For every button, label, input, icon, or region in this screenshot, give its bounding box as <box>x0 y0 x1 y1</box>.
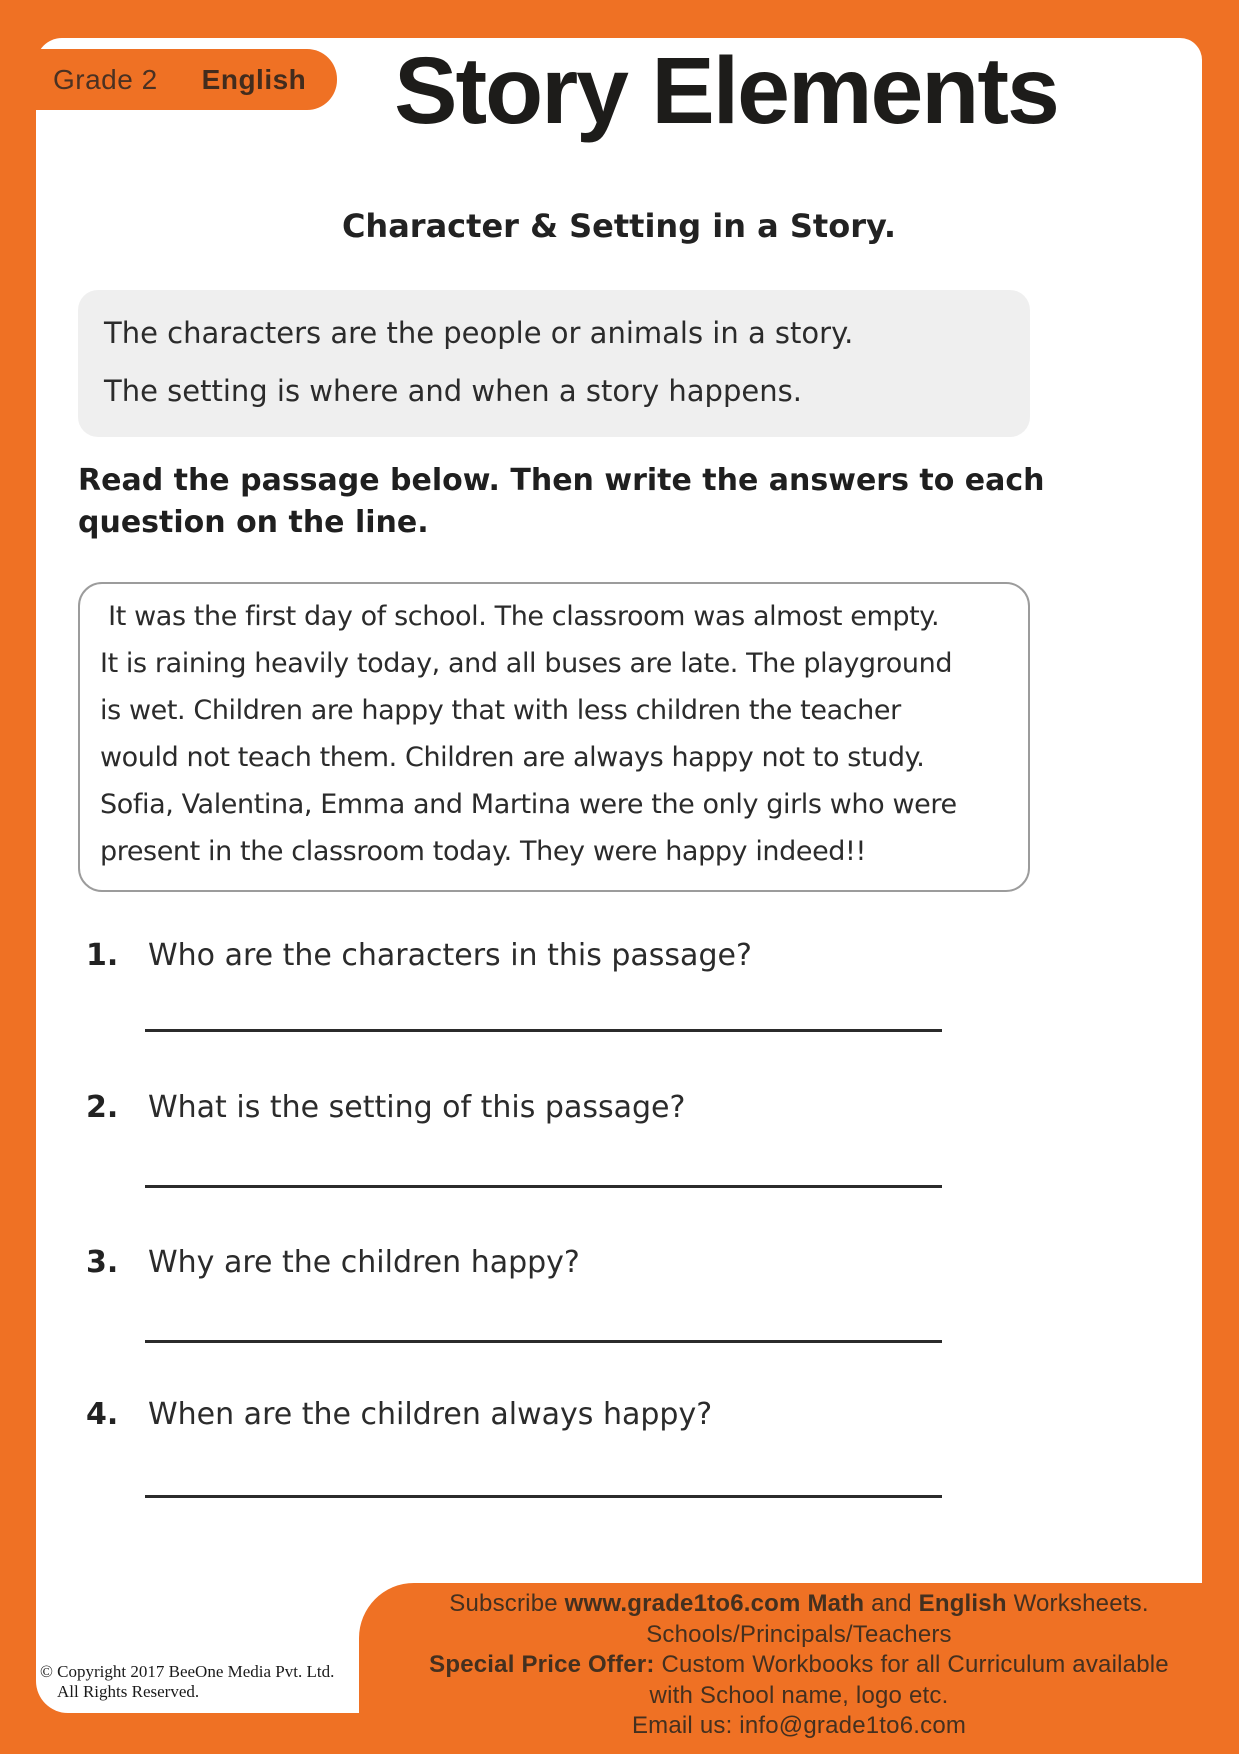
passage-line: It was the first day of school. The classroom was almost empty. <box>100 601 940 632</box>
question-text: When are the children always happy? <box>148 1397 713 1432</box>
passage-line: present in the classroom today. They were happy indeed!! <box>100 836 866 867</box>
copyright-line: All Rights Reserved. <box>57 1682 200 1701</box>
copyright-notice <box>40 1662 334 1702</box>
question-text: What is the setting of this passage? <box>148 1090 686 1125</box>
definition-box <box>78 290 1030 437</box>
instruction-text <box>78 460 1045 544</box>
answer-line-1[interactable] <box>145 1029 942 1032</box>
passage-line: Sofia, Valentina, Emma and Martina were the only girls who were <box>100 789 957 820</box>
answer-line-3[interactable] <box>145 1340 942 1343</box>
footer-email-line: Email us: info@grade1to6.com <box>631 1712 967 1739</box>
question-item-4 <box>86 1394 1030 1436</box>
answer-line-4[interactable] <box>145 1495 942 1498</box>
question-number: 4. <box>86 1397 119 1432</box>
page-subtitle: Character & Setting in a Story. <box>341 207 897 245</box>
grade-label: Grade 2 <box>53 63 158 95</box>
answer-line-2[interactable] <box>145 1185 942 1188</box>
page-title: Story Elements <box>394 38 1058 144</box>
question-item-1 <box>86 935 1030 977</box>
footer-offer-line: Special Price Offer: Custom Workbooks for all Curriculum available <box>429 1651 1169 1678</box>
definition-line-setting: The setting is where and when a story happens. <box>104 374 802 408</box>
question-item-2 <box>86 1087 1030 1129</box>
instruction-line: question on the line. <box>78 505 429 540</box>
question-text: Who are the characters in this passage? <box>148 938 752 973</box>
passage-line: It is raining heavily today, and all buses are late. The playground <box>100 648 953 679</box>
passage-box <box>78 582 1030 892</box>
footer-audience-line: Schools/Principals/Teachers <box>646 1620 952 1648</box>
instruction-line: Read the passage below. Then write the answers to each <box>78 463 1045 498</box>
question-text: Why are the children happy? <box>148 1245 580 1280</box>
footer-customization-line: with School name, logo etc. <box>649 1681 949 1709</box>
definition-line-characters: The characters are the people or animals in a story. <box>104 316 854 350</box>
subject-label: English <box>201 63 307 95</box>
question-number: 1. <box>86 938 119 973</box>
grade-subject-badge <box>36 49 337 110</box>
footer-banner <box>359 1583 1239 1754</box>
question-number: 3. <box>86 1245 119 1280</box>
passage-line: is wet. Children are happy that with less children the teacher <box>100 695 901 726</box>
passage-line: would not teach them. Children are always happy not to study. <box>100 742 925 773</box>
question-number: 2. <box>86 1090 119 1125</box>
footer-subscribe-line: Subscribe www.grade1to6.com Math and English Worksheets. <box>449 1590 1149 1617</box>
question-item-3 <box>86 1242 1030 1284</box>
copyright-line: © Copyright 2017 BeeOne Media Pvt. Ltd. <box>40 1662 335 1681</box>
